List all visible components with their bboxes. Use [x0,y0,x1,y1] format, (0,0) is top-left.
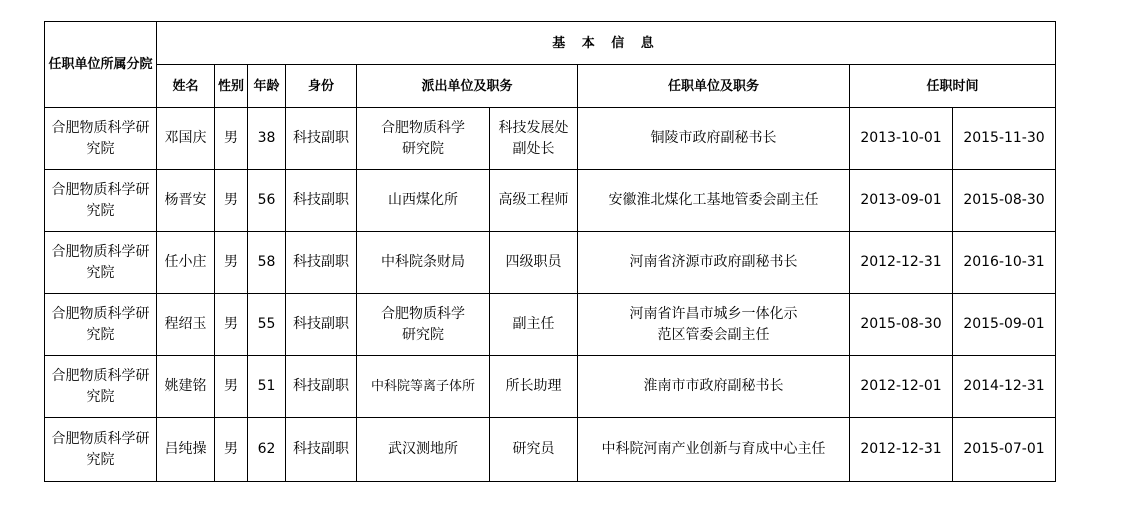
header-gender: 性别 [215,65,248,108]
cell-dispatch-unit: 武汉测地所 [357,418,490,482]
cell-start-date: 2012-12-31 [850,418,953,482]
cell-gender: 男 [215,294,248,356]
cell-gender: 男 [215,418,248,482]
cell-gender: 男 [215,108,248,170]
cell-start-date: 2013-09-01 [850,170,953,232]
header-row-sub [45,65,1056,108]
cell-identity: 科技副职 [286,418,357,482]
cell-dispatch-title: 高级工程师 [490,170,578,232]
header-row-top [45,22,1056,65]
cell-age: 56 [248,170,286,232]
cell-post: 河南省许昌市城乡一体化示范区管委会副主任 [578,294,850,356]
cell-end-date: 2015-07-01 [953,418,1056,482]
cell-post: 淮南市市政府副秘书长 [578,356,850,418]
cell-post: 安徽淮北煤化工基地管委会副主任 [578,170,850,232]
cell-end-date: 2016-10-31 [953,232,1056,294]
header-branch: 任职单位所属分院 [45,22,157,108]
cell-name: 任小庄 [157,232,215,294]
cell-branch: 合肥物质科学研究院 [45,108,157,170]
header-post: 任职单位及职务 [578,65,850,108]
cell-start-date: 2015-08-30 [850,294,953,356]
cell-branch: 合肥物质科学研究院 [45,356,157,418]
cell-name: 程绍玉 [157,294,215,356]
cell-post: 中科院河南产业创新与育成中心主任 [578,418,850,482]
cell-end-date: 2015-11-30 [953,108,1056,170]
cell-end-date: 2015-08-30 [953,170,1056,232]
header-basic-info: 基 本 信 息 [157,22,1056,65]
cell-dispatch-unit: 中科院条财局 [357,232,490,294]
cell-name: 姚建铭 [157,356,215,418]
cell-start-date: 2012-12-01 [850,356,953,418]
cell-dispatch-unit: 山西煤化所 [357,170,490,232]
cell-post: 铜陵市政府副秘书长 [578,108,850,170]
cell-branch: 合肥物质科学研究院 [45,170,157,232]
cell-gender: 男 [215,356,248,418]
cell-end-date: 2015-09-01 [953,294,1056,356]
header-dispatch: 派出单位及职务 [357,65,578,108]
cell-identity: 科技副职 [286,294,357,356]
cell-identity: 科技副职 [286,108,357,170]
header-term: 任职时间 [850,65,1056,108]
cell-age: 55 [248,294,286,356]
cell-identity: 科技副职 [286,232,357,294]
staff-table [44,21,1056,482]
cell-branch: 合肥物质科学研究院 [45,294,157,356]
header-identity: 身份 [286,65,357,108]
cell-dispatch-title: 科技发展处副处长 [490,108,578,170]
table-row [45,232,1056,294]
header-age: 年龄 [248,65,286,108]
cell-age: 51 [248,356,286,418]
cell-name: 邓国庆 [157,108,215,170]
header-name: 姓名 [157,65,215,108]
cell-age: 62 [248,418,286,482]
cell-branch: 合肥物质科学研究院 [45,418,157,482]
cell-identity: 科技副职 [286,356,357,418]
cell-age: 38 [248,108,286,170]
table-row [45,108,1056,170]
cell-dispatch-title: 研究员 [490,418,578,482]
cell-dispatch-unit: 合肥物质科学研究院 [357,108,490,170]
table-row [45,294,1056,356]
cell-dispatch-unit: 合肥物质科学研究院 [357,294,490,356]
table-row [45,170,1056,232]
cell-name: 杨晋安 [157,170,215,232]
cell-end-date: 2014-12-31 [953,356,1056,418]
cell-name: 吕纯操 [157,418,215,482]
cell-gender: 男 [215,232,248,294]
cell-dispatch-title: 四级职员 [490,232,578,294]
cell-start-date: 2012-12-31 [850,232,953,294]
cell-gender: 男 [215,170,248,232]
cell-dispatch-title: 副主任 [490,294,578,356]
cell-dispatch-title: 所长助理 [490,356,578,418]
cell-post: 河南省济源市政府副秘书长 [578,232,850,294]
cell-identity: 科技副职 [286,170,357,232]
cell-age: 58 [248,232,286,294]
table-row [45,356,1056,418]
cell-branch: 合肥物质科学研究院 [45,232,157,294]
table-row [45,418,1056,482]
cell-dispatch-unit: 中科院等离子体所 [357,356,490,418]
cell-start-date: 2013-10-01 [850,108,953,170]
